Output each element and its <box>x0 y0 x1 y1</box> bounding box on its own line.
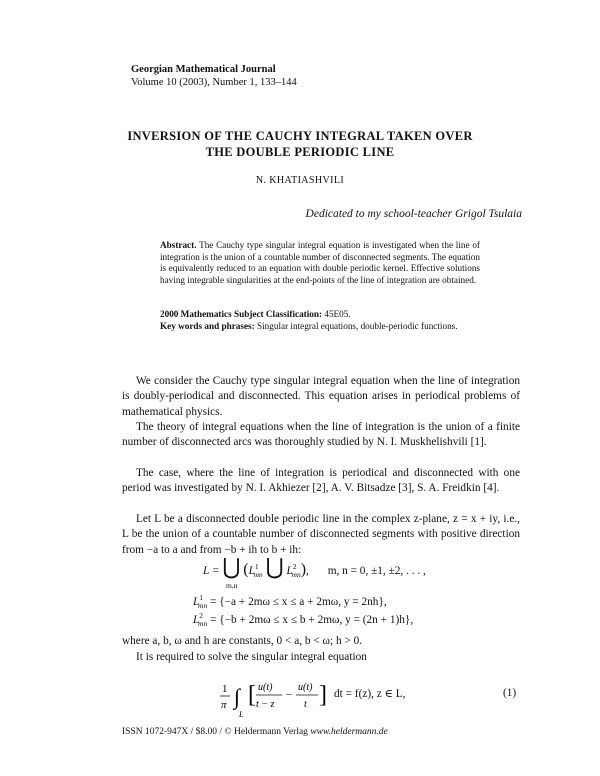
svg-text:t: t <box>304 699 307 710</box>
svg-text:[: [ <box>248 682 256 708</box>
svg-text:−: − <box>286 689 293 701</box>
msc-value: 45E05. <box>324 309 351 319</box>
equation-number-1: (1) <box>503 687 517 699</box>
paragraph-6: It is required to solve the singular integral equation <box>136 651 367 663</box>
dedication: Dedicated to my school-teacher Grigol Tsulaia <box>305 208 522 220</box>
equation-1-tail: dt = f(z), z ∈ L, <box>334 688 406 700</box>
union-symbol-inner: ⋃ <box>265 554 284 579</box>
formula-L1-text: = {−a + 2mω ≤ x ≤ a + 2mω, y = 2nh}, <box>210 596 387 608</box>
paragraph-2: The theory of integral equations when the line of integration is the union of a finite number of disconnected arcs was thoroughly studied by N. I. Muskhelishvili [1]. <box>122 421 520 449</box>
formula-L1: $L^1_{mn} = \{-a + 2m\omega \le x \le a + 2m\omega$, y = 2nh}, <box>193 593 387 610</box>
title-line-1: INVERSION OF THE CAUCHY INTEGRAL TAKEN OVER <box>127 129 473 143</box>
svg-text:]: ] <box>319 682 327 708</box>
svg-text:π: π <box>221 699 227 711</box>
svg-text:u(t): u(t) <box>298 682 313 693</box>
formula-L-rhs: m, n = 0, ±1, ±2, . . . , <box>327 565 426 577</box>
svg-text:L: L <box>239 710 244 718</box>
author: N. KHATIASHVILI <box>255 175 345 186</box>
formula-L2-text: = {−b + 2mω ≤ x ≤ b + 2mω, y = (2n + 1)h}, <box>210 614 414 626</box>
svg-text:1: 1 <box>222 683 228 695</box>
union-symbol: ⋃ <box>222 554 241 579</box>
paragraph-4: Let L be a disconnected double periodic line in the complex z-plane, z = x + iy, i.e., L be the union of a countable number of disconnected segments with positive direction from −a to a and from −b + ih to b + ih: <box>122 513 520 556</box>
keywords-value: Singular integral equations, double-periodic functions. <box>257 320 458 331</box>
paragraph-1: We consider the Cauchy type singular integral equation when the line of integration is doubly-periodical and disconnected. This equation arises in periodical problems of mathematical physics. <box>122 375 520 418</box>
volume-info: Volume 10 (2003), Number 1, 133–144 <box>131 77 297 88</box>
paragraph-5: where a, b, ω and h are constants, 0 < a, b < ω; h > 0. <box>122 635 363 647</box>
paragraph-3: The case, where the line of integration is periodical and disconnected with one period was investigated by N. I. Akhiezer [2], A. V. Bitsadze [3], S. A. Freidkin [4]. <box>122 467 520 495</box>
paper-title <box>60 128 540 160</box>
svg-text:t − z: t − z <box>256 699 275 710</box>
footer-issn: ISSN 1072-947X / $8.00 / © Heldermann Verlag <box>122 727 308 737</box>
classification-block <box>160 309 480 332</box>
svg-text:∫: ∫ <box>234 684 241 709</box>
formula-L2: $L^2_{mn} = \{-b + 2m\omega \le x \le b + 2m\omega$, y = (2n + 1)h}, <box>193 611 414 628</box>
footer <box>122 727 388 737</box>
union-subscript: m,n <box>226 581 238 590</box>
journal-name: Georgian Mathematical Journal <box>131 64 276 75</box>
msc-label: 2000 Mathematics Subject Classification: <box>160 309 323 319</box>
abstract <box>160 240 480 286</box>
title-line-2: THE DOUBLE PERIODIC LINE <box>205 145 395 159</box>
equation-1-integral <box>218 672 328 718</box>
footer-url[interactable]: www.heldermann.de <box>310 727 388 737</box>
svg-text:u(t): u(t) <box>258 682 273 693</box>
formula-L-union: L = ⋃ ($L^1_{mn}$ ⋃ $L^2_{mn}$), m, n = 0, ±1, ±2, . . . , <box>203 554 426 579</box>
formula-L-lhs: L = <box>203 565 220 577</box>
keywords-label: Key words and phrases: <box>160 320 255 331</box>
abstract-text: The Cauchy type singular integral equation is investigated when the line of integration is the union of a countable number of disconnected segments. The equation is equivalently reduced to an equation with double periodic kernel. Effective solutions having integrable singularities at the end-points of the line of integration are obtained. <box>160 240 480 285</box>
abstract-label: Abstract. <box>160 240 197 250</box>
